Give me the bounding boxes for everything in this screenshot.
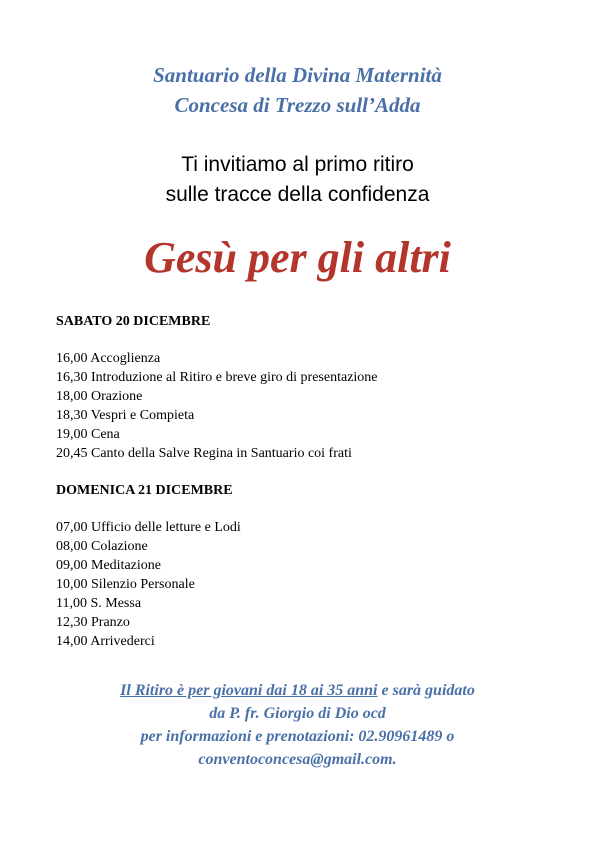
sanctuary-header	[0, 60, 595, 120]
schedule-item: 08,00 Colazione	[56, 539, 148, 554]
schedule-item: 16,30 Introduzione al Ritiro e breve giro di presentazione	[56, 370, 378, 385]
contact-phone: per informazioni e prenotazioni: 02.90961489 o	[140, 728, 455, 745]
sunday-schedule	[56, 481, 556, 651]
schedule-item: 18,00 Orazione	[56, 389, 143, 404]
contact-email: conventoconcesa@gmail.com.	[198, 751, 397, 768]
invitation-text	[0, 150, 595, 210]
invitation-line-1: Ti invitiamo al primo ritiro	[181, 153, 414, 176]
schedule-item: 20,45 Canto della Salve Regina in Santuario coi frati	[56, 446, 352, 461]
invitation-line-2: sulle tracce della confidenza	[165, 183, 430, 206]
age-range-note: Il Ritiro è per giovani dai 18 ai 35 anni	[120, 682, 378, 699]
sanctuary-name: Santuario della Divina Maternità	[153, 63, 442, 87]
sanctuary-location: Concesa di Trezzo sull’Adda	[174, 93, 421, 117]
schedule-item: 14,00 Arrivederci	[56, 634, 155, 649]
guide-name: da P. fr. Giorgio di Dio ocd	[209, 705, 386, 722]
schedule-item: 10,00 Silenzio Personale	[56, 577, 195, 592]
retreat-info-footer	[0, 679, 595, 771]
schedule-item: 18,30 Vespri e Compieta	[56, 408, 195, 423]
schedule-item: 09,00 Meditazione	[56, 558, 161, 573]
retreat-title: Gesù per gli altri	[144, 233, 451, 282]
saturday-schedule	[56, 312, 556, 463]
saturday-heading: SABATO 20 DICEMBRE	[56, 314, 211, 329]
schedule-item: 19,00 Cena	[56, 427, 120, 442]
schedule-item: 11,00 S. Messa	[56, 596, 142, 611]
guide-intro: e sarà guidato	[377, 682, 475, 699]
schedule-item: 07,00 Ufficio delle letture e Lodi	[56, 520, 241, 535]
footer-line-1	[0, 679, 595, 702]
schedule-item: 12,30 Pranzo	[56, 615, 130, 630]
sunday-heading: DOMENICA 21 DICEMBRE	[56, 483, 233, 498]
schedule-item: 16,00 Accoglienza	[56, 351, 161, 366]
